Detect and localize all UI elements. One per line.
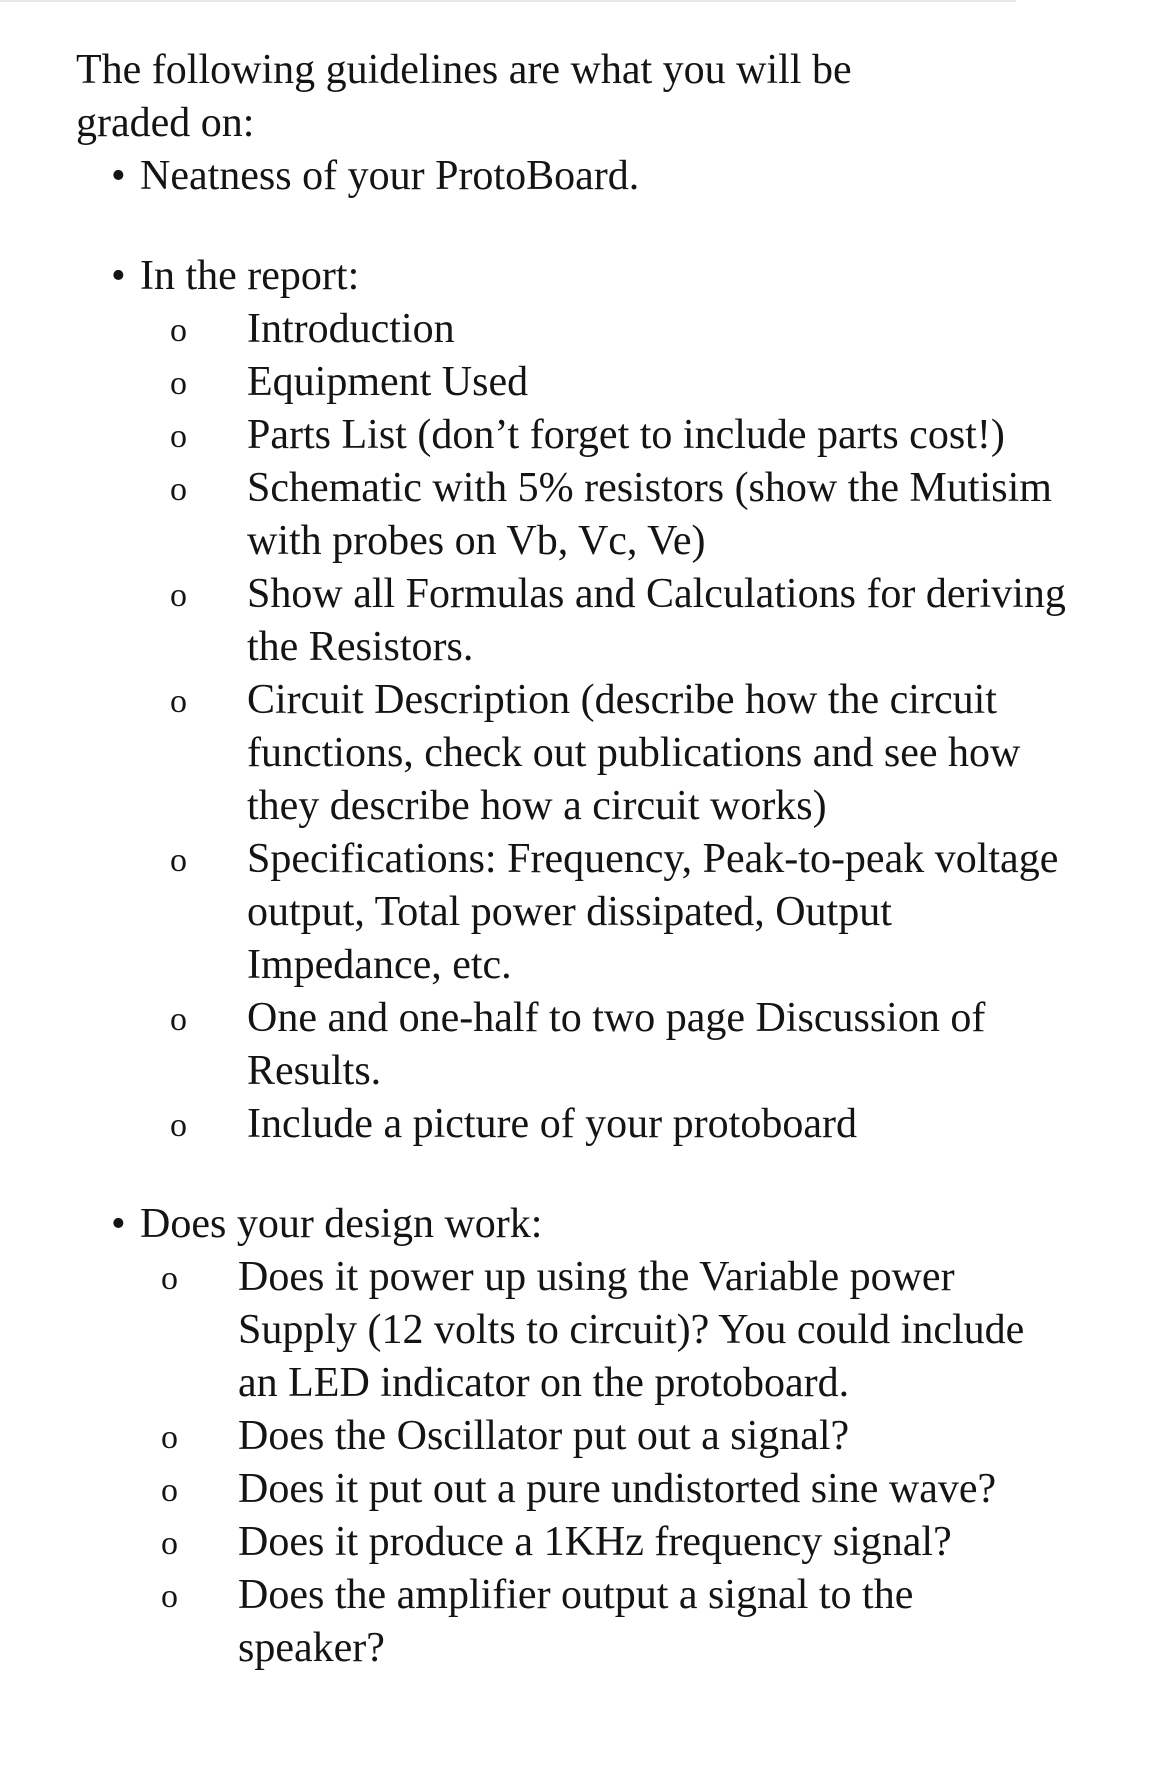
sub-item xyxy=(161,1463,1067,1516)
bullet-text: Neatness of your ProtoBoard. xyxy=(140,153,640,199)
bullet-text: In the report: xyxy=(140,253,360,299)
sub-item-text: Does the amplifier output a signal to the speaker? xyxy=(238,1572,914,1671)
sub-bullet-icon: o xyxy=(161,1472,178,1509)
sub-item xyxy=(170,674,1076,833)
sub-bullet-icon: o xyxy=(170,683,187,720)
bullet-text: Does your design work: xyxy=(140,1201,543,1247)
bullet-icon: • xyxy=(111,153,126,199)
sub-bullet-icon: o xyxy=(170,365,187,402)
top-divider xyxy=(0,0,1016,2)
bullet-report xyxy=(76,250,1076,1151)
sub-item-text: Does the Oscillator put out a signal? xyxy=(238,1413,850,1459)
design-sublist xyxy=(140,1251,1076,1675)
sub-bullet-icon: o xyxy=(170,842,187,879)
bullet-neatness xyxy=(76,150,1076,203)
sub-bullet-icon: o xyxy=(161,1419,178,1456)
sub-bullet-icon: o xyxy=(170,312,187,349)
sub-item-text: Equipment Used xyxy=(247,359,529,405)
sub-item xyxy=(170,992,1076,1098)
sub-item-text: Schematic with 5% resistors (show the Mutisim with probes on Vb, Vc, Ve) xyxy=(247,465,1052,564)
sub-item xyxy=(161,1410,1067,1463)
sub-item-text: Does it produce a 1KHz frequency signal? xyxy=(238,1519,952,1565)
intro-paragraph: The following guidelines are what you will be graded on: xyxy=(76,47,852,146)
sub-item xyxy=(170,1098,1076,1151)
report-sublist xyxy=(140,303,1076,1151)
sub-bullet-icon: o xyxy=(170,471,187,508)
sub-item-text: Include a picture of your protoboard xyxy=(247,1101,857,1147)
sub-item xyxy=(170,303,1076,356)
sub-bullet-icon: o xyxy=(170,1001,187,1038)
sub-item-text: Parts List (don’t forget to include parts cost!) xyxy=(247,412,1005,458)
sub-bullet-icon: o xyxy=(170,577,187,614)
sub-item xyxy=(170,409,1076,462)
sub-item-text: Specifications: Frequency, Peak-to-peak voltage output, Total power dissipated, Output Impedance, etc. xyxy=(247,836,1059,988)
bullet-icon: • xyxy=(111,1201,126,1247)
bullet-design-works xyxy=(76,1198,1076,1675)
sub-item xyxy=(170,356,1076,409)
sub-item-text: Show all Formulas and Calculations for deriving the Resistors. xyxy=(247,571,1066,670)
document-body xyxy=(76,44,1076,1675)
sub-bullet-icon: o xyxy=(161,1260,178,1297)
sub-item xyxy=(170,462,1076,568)
guidelines-list xyxy=(76,150,1076,1675)
sub-item xyxy=(161,1516,1067,1569)
sub-bullet-icon: o xyxy=(161,1578,178,1615)
sub-item-text: Does it power up using the Variable power Supply (12 volts to circuit)? You could include an LED indicator on the protoboard. xyxy=(238,1254,1025,1406)
sub-item-text: Circuit Description (describe how the circuit functions, check out publications and see how they describe how a circuit works) xyxy=(247,677,1021,829)
sub-bullet-icon: o xyxy=(170,418,187,455)
sub-item-text: Introduction xyxy=(247,306,455,352)
sub-item xyxy=(161,1251,1067,1410)
sub-item xyxy=(170,568,1076,674)
sub-item xyxy=(170,833,1076,992)
sub-bullet-icon: o xyxy=(161,1525,178,1562)
sub-bullet-icon: o xyxy=(170,1107,187,1144)
sub-item-text: Does it put out a pure undistorted sine wave? xyxy=(238,1466,997,1512)
sub-item xyxy=(161,1569,1067,1675)
bullet-icon: • xyxy=(111,253,126,299)
sub-item-text: One and one-half to two page Discussion of Results. xyxy=(247,995,986,1094)
